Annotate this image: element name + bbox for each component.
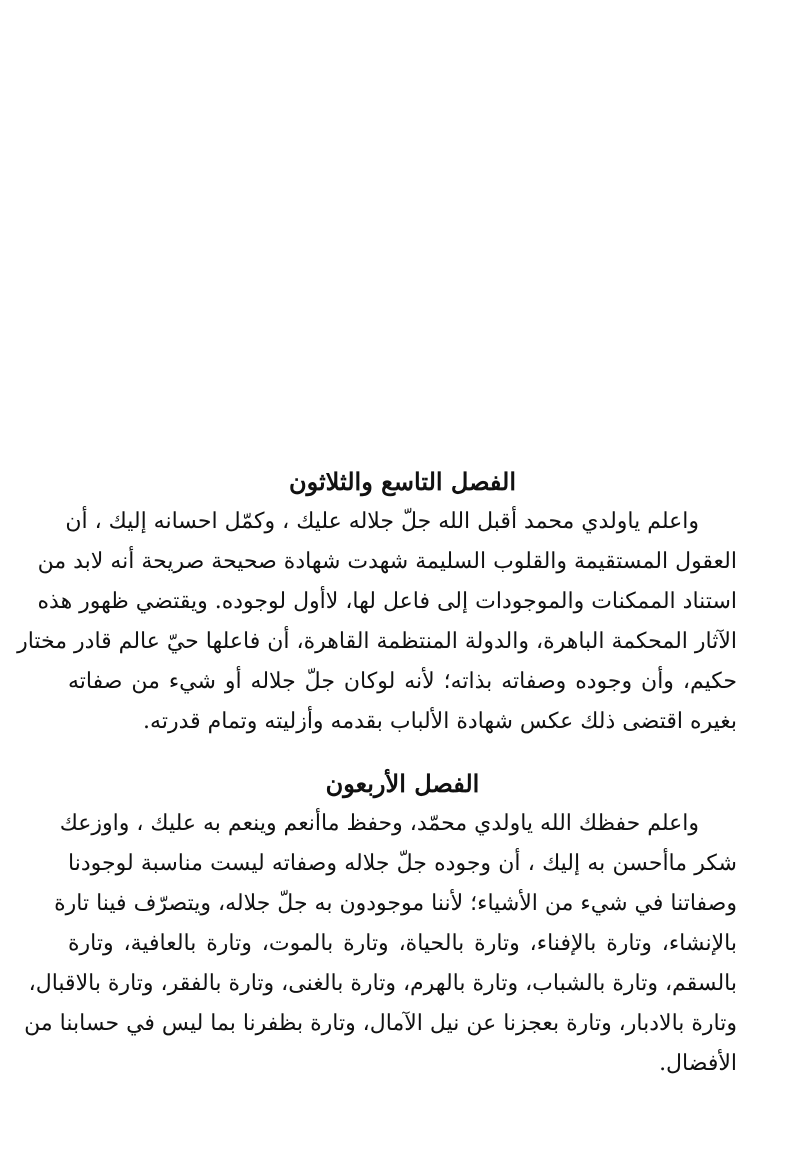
paragraph-line: واعلم حفظك الله ياولدي محمّد، وحفظ ماأنعم وينعم به عليك ، واوزعك — [59, 811, 699, 836]
chapter-39-heading: الفصل التاسع والثلاثون — [288, 467, 517, 496]
page-body — [17, 462, 737, 1084]
paragraph-line: حكيم، وأن وجوده وصفاته بذاته؛ لأنه لوكان جلّ جلاله أو شيء من صفاته — [68, 669, 737, 694]
chapter-39-paragraph — [17, 502, 737, 742]
chapter-40-section — [24, 764, 737, 1084]
paragraph-line: بغيره اقتضى ذلك عكس شهادة الألباب بقدمه وأزليته وتمام قدرته. — [143, 709, 737, 734]
chapter-40-paragraph — [24, 804, 737, 1084]
paragraph-line: بالإنشاء، وتارة بالإفناء، وتارة بالحياة، وتارة بالموت، وتارة بالعافية، وتارة — [68, 931, 737, 956]
paragraph-line: بالسقم، وتارة بالشباب، وتارة بالهرم، وتارة بالغنى، وتارة بالفقر، وتارة بالاقبال، — [28, 971, 737, 996]
paragraph-line: الأفضال. — [659, 1051, 737, 1076]
paragraph-line: العقول المستقيمة والقلوب السليمة شهدت شهادة صحيحة صريحة أنه لابد من — [37, 549, 737, 574]
paragraph-line: وصفاتنا في شيء من الأشياء؛ لأننا موجودون به جلّ جلاله، ويتصرّف فينا تارة — [54, 891, 737, 916]
paragraph-line: الآثار المحكمة الباهرة، والدولة المنتظمة القاهرة، أن فاعلها حيّ عالم قادر مختار — [17, 629, 737, 654]
paragraph-line: وتارة بالادبار، وتارة بعجزنا عن نيل الآمال، وتارة بظفرنا بما ليس في حسابنا من — [24, 1011, 737, 1036]
paragraph-line: استناد الممكنات والموجودات إلى فاعل لها، لاأول لوجوده. ويقتضي ظهور هذه — [37, 589, 737, 614]
paragraph-line: شكر ماأحسن به إليك ، أن وجوده جلّ جلاله وصفاته ليست مناسبة لوجودنا — [68, 851, 737, 876]
chapter-40-heading: الفصل الأربعون — [325, 769, 480, 798]
paragraph-line: واعلم ياولدي محمد أقبل الله جلّ جلاله عليك ، وكمّل احسانه إليك ، أن — [65, 509, 699, 534]
